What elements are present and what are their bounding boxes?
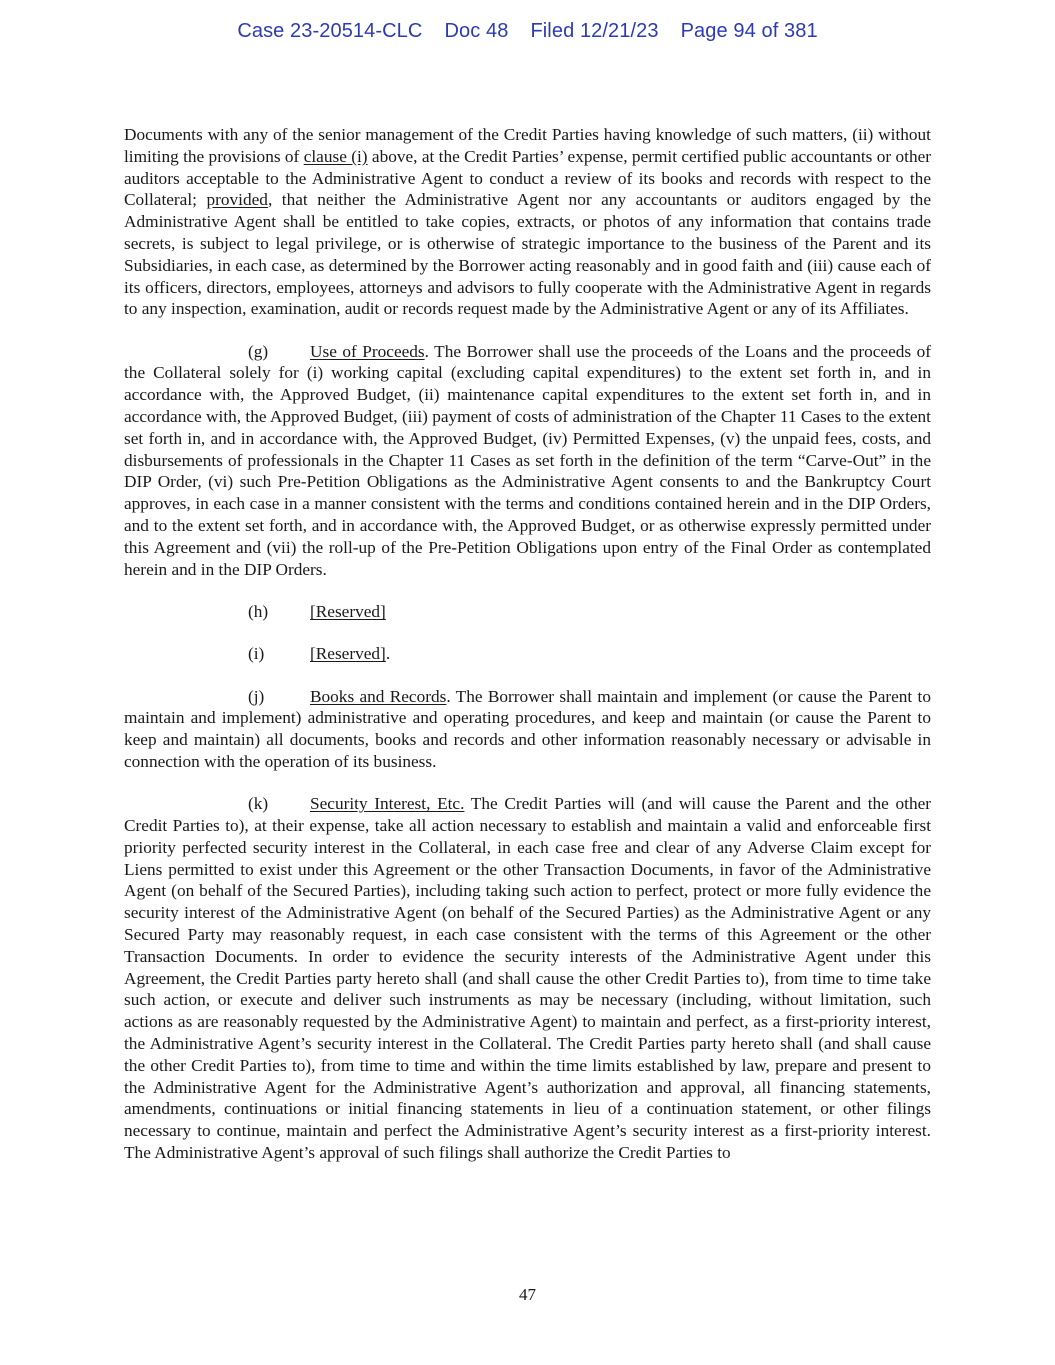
section-h: [124, 601, 931, 623]
case-header: [0, 20, 1055, 43]
section-k: [124, 793, 931, 1164]
section-g: [124, 341, 931, 581]
section-j: [124, 686, 931, 773]
section-text: The Credit Parties will (and will cause the Parent and the other Credit Parties to), at their expense, take all action necessary to establish and maintain a valid and enforceable first priority perfected security interest in the Collateral, in each case free and clear of any Adverse Claim except for Liens permitted to exist under this Agreement or the other Transaction Documents, in favor of the Administrative Agent (on behalf of the Secured Parties), including taking such action to perfect, protect or more fully evidence the security interest of the Administrative Agent (on behalf of the Secured Parties) as the Administrative Agent or any Secured Party may reasonably request, in each case consistent with the terms of this Agreement or the other Transaction Documents. In order to evidence the security interests of the Administrative Agent under this Agreement, the Credit Parties party hereto shall (and shall cause the other Credit Parties to), from time to time take such action, or execute and deliver such instruments as may be necessary (including, without limitation, such actions as are reasonably requested by the Administrative Agent) to maintain and perfect, as a first-priority interest, the Administrative Agent’s security interest in the Collateral. The Credit Parties party hereto shall (and shall cause the other Credit Parties to), from time to time and within the time limits established by law, prepare and present to the Administrative Agent for the Administrative Agent’s authorization and approval, all financing statements, amendments, continuations or initial financing statements in lieu of a continuation statement, or other filings necessary to continue, maintain and perfect the Administrative Agent’s security interest as a first-priority interest. The Administrative Agent’s approval of such filings shall authorize the Credit Parties to: [124, 794, 932, 1162]
section-title: Security Interest, Etc.: [310, 794, 465, 814]
continued-paragraph: Documents with any of the senior management of the Credit Parties having knowledge of such matters, (ii) without limiting the provisions of clause (i) above, at the Credit Parties’ expense, permit certified public accountants or other auditors acceptable to the Administrative Agent to conduct a review of its books and records with respect to the Collateral; provided, that neither the Administrative Agent nor any accountants or auditors engaged by the Administrative Agent shall be entitled to take copies, extracts, or photos of any information that contains trade secrets, is subject to legal privilege, or is otherwise of strategic importance to the business of the Parent and its Subsidiaries, in each case, as determined by the Borrower acting reasonably and in good faith and (iii) cause each of its officers, directors, employees, attorneys and advisors to fully cooperate with the Administrative Agent in regards to any inspection, examination, audit or records request made by the Administrative Agent or any of its Affiliates.: [124, 125, 932, 319]
filed-date: Filed 12/21/23: [530, 20, 659, 42]
document-body: [124, 124, 931, 1184]
clause-reference: clause (i): [303, 146, 368, 166]
section-label: (i): [248, 644, 265, 664]
case-number: Case 23-20514-CLC: [237, 20, 423, 42]
section-title: Books and Records: [310, 686, 447, 706]
section-title: Use of Proceeds: [310, 341, 425, 361]
section-label: (h): [248, 601, 269, 621]
page-of-total: Page 94 of 381: [680, 20, 818, 42]
section-i: (i) [Reserved].: [248, 644, 391, 664]
section-title: [Reserved]: [310, 644, 386, 664]
section-label: (g): [248, 341, 269, 361]
provided-term: provided: [206, 190, 268, 210]
section-title: [Reserved]: [310, 601, 386, 621]
doc-number: Doc 48: [444, 20, 509, 42]
section-label: (k): [248, 794, 269, 814]
page-number: 47: [519, 1285, 536, 1304]
section-text: . The Borrower shall use the proceeds of the Loans and the proceeds of the Collateral solely for (i) working capital (excluding capital expenditures) to the extent set forth in, and in accordance with, the Approved Budget, (ii) maintenance capital expenditures to the extent set forth in, and in accordance with, the Approved Budget, (iii) payment of costs of administration of the Chapter 11 Cases to the extent set forth in, and in accordance with, the Approved Budget, (iv) Permitted Expenses, (v) the unpaid fees, costs, and disbursements of professionals in the Chapter 11 Cases as set forth in the definition of the term “Carve-Out” in the DIP Order, (vi) such Pre-Petition Obligations as the Administrative Agent consents to and the Bankruptcy Court approves, in each case in a manner consistent with the terms and conditions contained herein and in the DIP Orders, and to the extent set forth, and in accordance with, the Approved Budget, or as otherwise expressly permitted under this Agreement and (vii) the roll-up of the Pre-Petition Obligations upon entry of the Final Order as contemplated herein and in the DIP Orders.: [124, 341, 932, 579]
section-label: (j): [248, 686, 265, 706]
section-text: . The Borrower shall maintain and implement (or cause the Parent to maintain and implement) administrative and operating procedures, and keep and maintain (or cause the Parent to keep and maintain) all documents, books and records and other information reasonably necessary or advisable in connection with the operation of its business.: [124, 686, 931, 771]
